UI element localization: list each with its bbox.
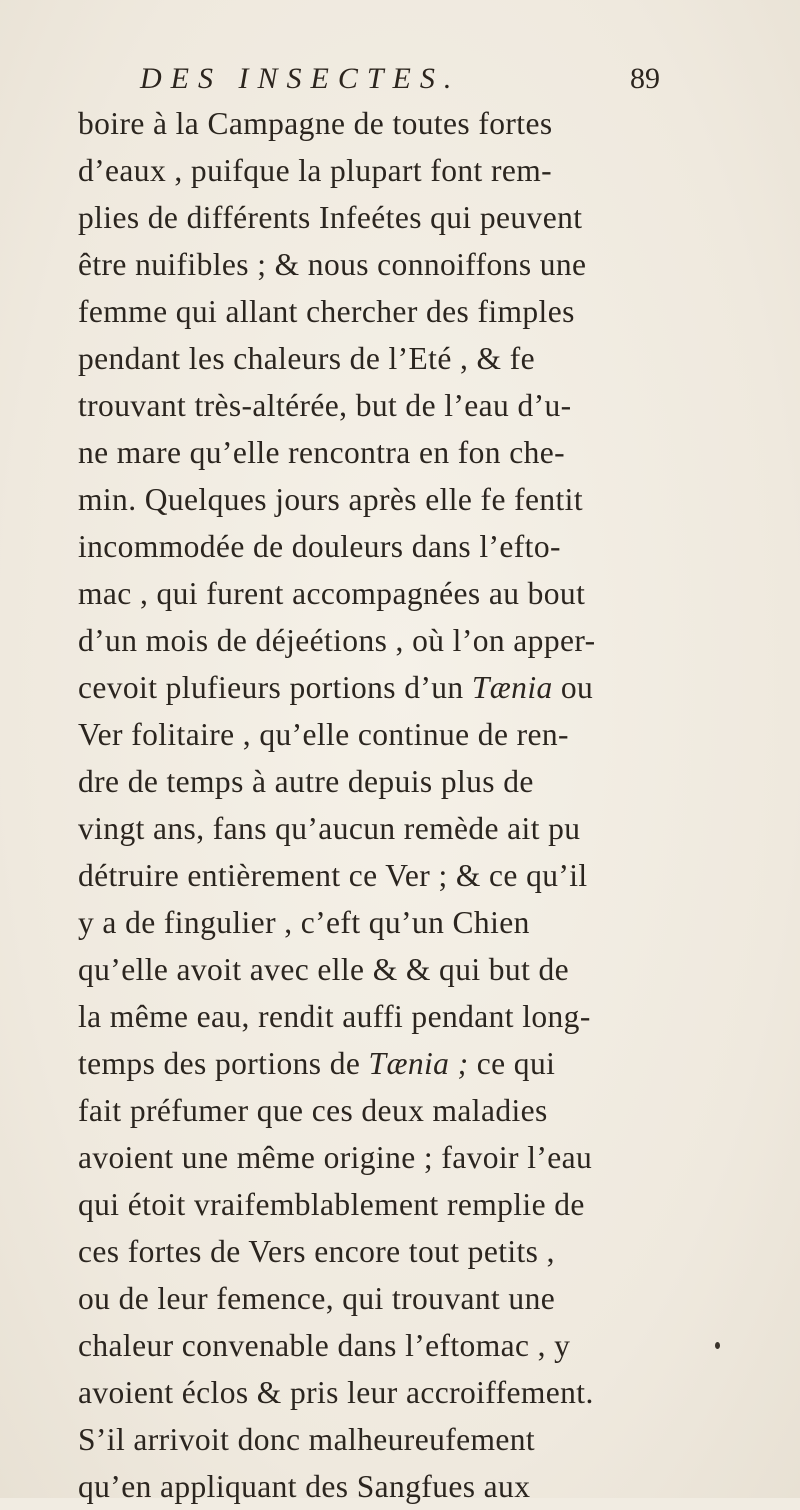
text-segment: y a de fingulier , c’eft qu’un Chien — [78, 905, 530, 940]
text-segment: mac , qui furent accompagnées au bout — [78, 576, 586, 611]
text-segment: pendant les chaleurs de l’Eté , & fe — [78, 341, 535, 376]
text-segment: femme qui allant chercher des fimples — [78, 294, 575, 329]
text-segment: Ver folitaire , qu’elle continue de ren- — [78, 717, 569, 752]
text-segment: d’un mois de déjeétions , où l’on apper- — [78, 623, 596, 658]
text-line — [78, 899, 688, 946]
text-line — [78, 1181, 688, 1228]
text-segment: avoient éclos & pris leur accroiffement. — [78, 1375, 594, 1410]
text-line — [78, 946, 688, 993]
text-line — [78, 382, 688, 429]
text-segment: être nuifibles ; & nous connoiffons une — [78, 247, 587, 282]
text-segment: ces fortes de Vers encore tout petits , — [78, 1234, 555, 1269]
text-line — [78, 1463, 688, 1510]
text-segment: temps des portions de — [78, 1046, 369, 1081]
text-segment: avoient une même origine ; favoir l’eau — [78, 1140, 593, 1175]
text-line — [78, 1369, 688, 1416]
italic-term: Tænia — [471, 670, 553, 705]
text-line — [78, 852, 688, 899]
text-line — [78, 100, 688, 147]
text-segment: S’il arrivoit donc malheureufement — [78, 1422, 536, 1457]
text-line — [78, 1134, 688, 1181]
text-segment: boire à la Campagne de toutes fortes — [78, 106, 553, 141]
text-line — [78, 1275, 688, 1322]
text-line — [78, 288, 688, 335]
text-segment: fait préfumer que ces deux maladies — [78, 1093, 548, 1128]
text-line — [78, 1322, 688, 1369]
text-segment: la même eau, rendit auffi pendant long- — [78, 999, 591, 1034]
text-segment: incommodée de douleurs dans l’efto- — [78, 529, 561, 564]
text-segment: d’eaux , puifque la plupart font rem- — [78, 153, 553, 188]
text-line — [78, 241, 688, 288]
text-segment: détruire entièrement ce Ver ; & ce qu’il — [78, 858, 588, 893]
page-number: 89 — [630, 62, 660, 95]
text-line — [78, 147, 688, 194]
text-line — [78, 993, 688, 1040]
text-line — [78, 711, 688, 758]
text-line — [78, 523, 688, 570]
text-segment: trouvant très-altérée, but de l’eau d’u- — [78, 388, 572, 423]
body-text — [78, 100, 688, 1510]
text-line — [78, 335, 688, 382]
text-line — [78, 476, 688, 523]
text-segment: chaleur convenable dans l’eftomac , y — [78, 1328, 571, 1363]
text-segment: qui étoit vraifemblablement remplie de — [78, 1187, 585, 1222]
text-line — [78, 664, 688, 711]
text-segment: ou — [552, 670, 594, 705]
text-line — [78, 570, 688, 617]
text-segment: min. Quelques jours après elle fe fentit — [78, 482, 583, 517]
text-segment: qu’en appliquant des Sangfues aux — [78, 1469, 531, 1504]
text-segment: dre de temps à autre depuis plus de — [78, 764, 534, 799]
text-line — [78, 1087, 688, 1134]
text-line — [78, 758, 688, 805]
page-header — [140, 62, 660, 102]
text-line — [78, 1416, 688, 1463]
text-line — [78, 617, 688, 664]
text-segment: plies de différents Infeétes qui peuvent — [78, 200, 583, 235]
text-segment: cevoit plufieurs portions d’un — [78, 670, 472, 705]
text-line — [78, 194, 688, 241]
text-segment: vingt ans, fans qu’aucun remède ait pu — [78, 811, 581, 846]
text-segment: ou de leur femence, qui trouvant une — [78, 1281, 556, 1316]
ink-speck — [715, 1342, 720, 1349]
text-line — [78, 805, 688, 852]
text-segment: ce qui — [468, 1046, 556, 1081]
italic-term: Tænia ; — [368, 1046, 469, 1081]
text-line — [78, 1228, 688, 1275]
running-title: DES INSECTES. — [140, 62, 461, 95]
text-line — [78, 429, 688, 476]
text-line — [78, 1040, 688, 1087]
text-segment: qu’elle avoit avec elle & & qui but de — [78, 952, 570, 987]
text-segment: ne mare qu’elle rencontra en fon che- — [78, 435, 566, 470]
